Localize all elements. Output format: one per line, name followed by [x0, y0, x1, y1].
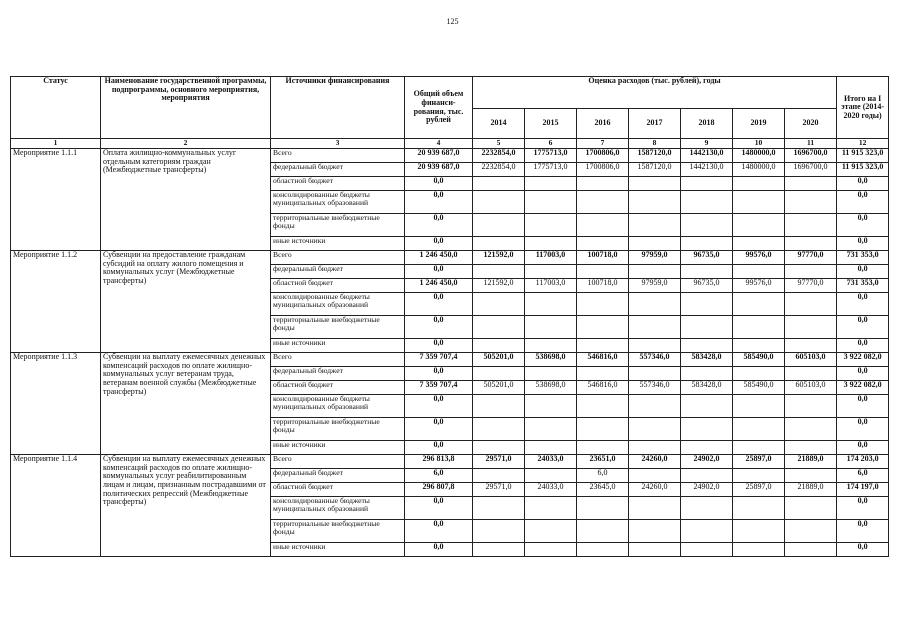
- stage-total: 174 203,0: [837, 455, 889, 469]
- table-header: [11, 77, 889, 139]
- year-value: [473, 265, 525, 279]
- year-value: [785, 497, 837, 520]
- year-value: [473, 339, 525, 353]
- total-volume: 20 939 687,0: [405, 163, 473, 177]
- funding-source: федеральный бюджет: [271, 265, 405, 279]
- measure-status: Мероприятие 1.1.1: [11, 149, 101, 251]
- year-value: 1480000,0: [733, 149, 785, 163]
- year-value: [525, 191, 577, 214]
- year-value: [525, 367, 577, 381]
- year-value: 24033,0: [525, 455, 577, 469]
- funding-source: территориальные внебюджетные фонды: [271, 214, 405, 237]
- year-value: [733, 237, 785, 251]
- year-value: [681, 520, 733, 543]
- total-volume: 0,0: [405, 214, 473, 237]
- funding-source: консолидированные бюджеты муниципальных образований: [271, 497, 405, 520]
- year-value: 24902,0: [681, 455, 733, 469]
- stage-total: 0,0: [837, 214, 889, 237]
- year-value: 1700806,0: [577, 149, 629, 163]
- funding-source: иные источники: [271, 543, 405, 557]
- year-value: 546816,0: [577, 381, 629, 395]
- column-number: 10: [733, 139, 785, 149]
- header-year: 2017: [629, 109, 681, 139]
- year-value: [785, 293, 837, 316]
- year-value: [785, 367, 837, 381]
- column-number: 8: [629, 139, 681, 149]
- year-value: 1587120,0: [629, 163, 681, 177]
- year-value: [629, 316, 681, 339]
- page-number: 125: [446, 17, 459, 26]
- funding-source: иные источники: [271, 339, 405, 353]
- year-value: [473, 237, 525, 251]
- funding-source: консолидированные бюджеты муниципальных образований: [271, 395, 405, 418]
- year-value: 117003,0: [525, 279, 577, 293]
- year-value: [629, 469, 681, 483]
- funding-source: консолидированные бюджеты муниципальных образований: [271, 293, 405, 316]
- year-value: [629, 293, 681, 316]
- year-value: [473, 293, 525, 316]
- year-value: [681, 339, 733, 353]
- year-value: [473, 367, 525, 381]
- year-value: [733, 316, 785, 339]
- year-value: [525, 237, 577, 251]
- funding-source: федеральный бюджет: [271, 469, 405, 483]
- total-volume: 0,0: [405, 367, 473, 381]
- year-value: [525, 395, 577, 418]
- year-value: [681, 265, 733, 279]
- total-volume: 0,0: [405, 441, 473, 455]
- year-value: 23645,0: [577, 483, 629, 497]
- total-volume: 0,0: [405, 497, 473, 520]
- total-volume: 0,0: [405, 191, 473, 214]
- year-value: 97770,0: [785, 251, 837, 265]
- year-value: [785, 418, 837, 441]
- year-value: [525, 316, 577, 339]
- year-value: 24902,0: [681, 483, 733, 497]
- year-value: [577, 441, 629, 455]
- year-value: 605103,0: [785, 353, 837, 367]
- year-value: [629, 177, 681, 191]
- year-value: [577, 177, 629, 191]
- year-value: 121592,0: [473, 251, 525, 265]
- year-value: [525, 543, 577, 557]
- year-value: [525, 339, 577, 353]
- total-volume: 296 813,8: [405, 455, 473, 469]
- year-value: [577, 367, 629, 381]
- measure-status: Мероприятие 1.1.3: [11, 353, 101, 455]
- year-value: [733, 191, 785, 214]
- year-value: 1442130,0: [681, 149, 733, 163]
- year-value: 96735,0: [681, 279, 733, 293]
- year-value: [525, 418, 577, 441]
- stage-total: 6,0: [837, 469, 889, 483]
- funding-source: территориальные внебюджетные фонды: [271, 316, 405, 339]
- table-row: [11, 353, 889, 367]
- year-value: [733, 418, 785, 441]
- year-value: [629, 214, 681, 237]
- column-number: 2: [101, 139, 271, 149]
- total-volume: 20 939 687,0: [405, 149, 473, 163]
- year-value: [681, 214, 733, 237]
- year-value: 1696700,0: [785, 149, 837, 163]
- measure-status: Мероприятие 1.1.4: [11, 455, 101, 557]
- year-value: [577, 418, 629, 441]
- year-value: [473, 177, 525, 191]
- year-value: 21889,0: [785, 455, 837, 469]
- year-value: 583428,0: [681, 381, 733, 395]
- header-status: Статус: [11, 77, 101, 139]
- year-value: [629, 395, 681, 418]
- year-value: [629, 191, 681, 214]
- year-value: [733, 214, 785, 237]
- column-number: 1: [11, 139, 101, 149]
- year-value: 557346,0: [629, 381, 681, 395]
- year-value: [681, 395, 733, 418]
- year-value: [681, 441, 733, 455]
- year-value: 1587120,0: [629, 149, 681, 163]
- year-value: 505201,0: [473, 353, 525, 367]
- year-value: 97959,0: [629, 251, 681, 265]
- table-row: [11, 251, 889, 265]
- header-year: 2015: [525, 109, 577, 139]
- year-value: [629, 237, 681, 251]
- year-value: [577, 293, 629, 316]
- total-volume: 0,0: [405, 265, 473, 279]
- total-volume: 0,0: [405, 293, 473, 316]
- year-value: [785, 265, 837, 279]
- year-value: 605103,0: [785, 381, 837, 395]
- measure-name: Оплата жилищно-коммунальных услуг отдельным категориям граждан (Межбюджетные трансферты): [101, 149, 271, 251]
- funding-source: территориальные внебюджетные фонды: [271, 418, 405, 441]
- year-value: 1442130,0: [681, 163, 733, 177]
- year-value: 25897,0: [733, 483, 785, 497]
- year-value: [577, 237, 629, 251]
- funding-source: иные источники: [271, 441, 405, 455]
- total-volume: 0,0: [405, 339, 473, 353]
- year-value: 96735,0: [681, 251, 733, 265]
- year-value: [785, 520, 837, 543]
- year-value: [525, 469, 577, 483]
- total-volume: 6,0: [405, 469, 473, 483]
- column-number-row: [11, 139, 889, 149]
- stage-total: 3 922 082,0: [837, 353, 889, 367]
- year-value: [785, 469, 837, 483]
- year-value: [733, 293, 785, 316]
- year-value: [577, 316, 629, 339]
- table-row: [11, 149, 889, 163]
- year-value: [629, 339, 681, 353]
- year-value: [577, 543, 629, 557]
- total-volume: 0,0: [405, 395, 473, 418]
- funding-source: областной бюджет: [271, 279, 405, 293]
- year-value: 29571,0: [473, 455, 525, 469]
- year-value: [473, 214, 525, 237]
- year-value: 1696700,0: [785, 163, 837, 177]
- funding-source: Всего: [271, 455, 405, 469]
- year-value: [785, 237, 837, 251]
- stage-total: 11 915 323,0: [837, 149, 889, 163]
- year-value: [785, 214, 837, 237]
- year-value: [525, 293, 577, 316]
- stage-total: 0,0: [837, 265, 889, 279]
- year-value: 585490,0: [733, 381, 785, 395]
- year-value: [733, 469, 785, 483]
- year-value: [785, 395, 837, 418]
- funding-source: федеральный бюджет: [271, 367, 405, 381]
- year-value: [733, 265, 785, 279]
- total-volume: 0,0: [405, 316, 473, 339]
- stage-total: 0,0: [837, 316, 889, 339]
- funding-source: иные источники: [271, 237, 405, 251]
- column-number: 7: [577, 139, 629, 149]
- stage-total: 0,0: [837, 395, 889, 418]
- column-number: 12: [837, 139, 889, 149]
- stage-total: 174 197,0: [837, 483, 889, 497]
- year-value: [629, 418, 681, 441]
- funding-source: Всего: [271, 149, 405, 163]
- year-value: [629, 543, 681, 557]
- funding-source: областной бюджет: [271, 177, 405, 191]
- year-value: 23651,0: [577, 455, 629, 469]
- year-value: [473, 497, 525, 520]
- year-value: [681, 191, 733, 214]
- funding-source: Всего: [271, 251, 405, 265]
- header-name: Наименование государственной программы, подпрограммы, основного мероприятия, мероприятия: [101, 77, 271, 139]
- year-value: [681, 237, 733, 251]
- year-value: 1775713,0: [525, 163, 577, 177]
- funding-source: консолидированные бюджеты муниципальных образований: [271, 191, 405, 214]
- year-value: [629, 367, 681, 381]
- year-value: 6,0: [577, 469, 629, 483]
- year-value: [577, 520, 629, 543]
- total-volume: 0,0: [405, 237, 473, 251]
- year-value: 1480000,0: [733, 163, 785, 177]
- year-value: [525, 497, 577, 520]
- year-value: 21889,0: [785, 483, 837, 497]
- year-value: [733, 520, 785, 543]
- year-value: [681, 418, 733, 441]
- year-value: [473, 395, 525, 418]
- stage-total: 0,0: [837, 543, 889, 557]
- funding-source: областной бюджет: [271, 381, 405, 395]
- year-value: [733, 497, 785, 520]
- stage-total: 3 922 082,0: [837, 381, 889, 395]
- year-value: 1775713,0: [525, 149, 577, 163]
- stage-total: 11 915 323,0: [837, 163, 889, 177]
- year-value: [681, 367, 733, 381]
- year-value: [681, 293, 733, 316]
- year-value: [785, 191, 837, 214]
- year-value: [785, 441, 837, 455]
- year-value: [473, 418, 525, 441]
- measure-name: Субвенции на выплату ежемесячных денежных компенсаций расходов по оплате жилищно-коммунальных услуг реабилитированным лицам и лицам, признанным пострадавшими от политических репрессий (Межбюджетные трансферты): [101, 455, 271, 557]
- year-value: [681, 469, 733, 483]
- year-value: [577, 339, 629, 353]
- year-value: [473, 469, 525, 483]
- budget-table: [10, 76, 889, 557]
- total-volume: 0,0: [405, 543, 473, 557]
- stage-total: 0,0: [837, 177, 889, 191]
- funding-source: федеральный бюджет: [271, 163, 405, 177]
- stage-total: 0,0: [837, 520, 889, 543]
- year-value: 538698,0: [525, 353, 577, 367]
- stage-total: 0,0: [837, 237, 889, 251]
- year-value: 24260,0: [629, 483, 681, 497]
- year-value: 2232854,0: [473, 149, 525, 163]
- table-row: [11, 455, 889, 469]
- total-volume: 1 246 450,0: [405, 279, 473, 293]
- year-value: 1700806,0: [577, 163, 629, 177]
- year-value: 25897,0: [733, 455, 785, 469]
- year-value: [473, 543, 525, 557]
- header-stage-total: Итого на I этапе (2014-2020 годы): [837, 77, 889, 139]
- measure-status: Мероприятие 1.1.2: [11, 251, 101, 353]
- year-value: [733, 543, 785, 557]
- total-volume: 0,0: [405, 520, 473, 543]
- total-volume: 296 807,8: [405, 483, 473, 497]
- header-year: 2020: [785, 109, 837, 139]
- header-source: Источники финансирования: [271, 77, 405, 139]
- year-value: 585490,0: [733, 353, 785, 367]
- year-value: [629, 441, 681, 455]
- stage-total: 731 353,0: [837, 251, 889, 265]
- year-value: 583428,0: [681, 353, 733, 367]
- stage-total: 0,0: [837, 441, 889, 455]
- header-estimate: Оценка расходов (тыс. рублей), годы: [473, 77, 837, 109]
- year-value: [473, 520, 525, 543]
- stage-total: 0,0: [837, 339, 889, 353]
- year-value: [525, 265, 577, 279]
- header-year: 2014: [473, 109, 525, 139]
- year-value: [525, 214, 577, 237]
- header-year: 2019: [733, 109, 785, 139]
- column-number: 9: [681, 139, 733, 149]
- year-value: 100718,0: [577, 279, 629, 293]
- table-body: [11, 139, 889, 557]
- stage-total: 0,0: [837, 418, 889, 441]
- year-value: 97770,0: [785, 279, 837, 293]
- year-value: [785, 316, 837, 339]
- year-value: [629, 497, 681, 520]
- stage-total: 731 353,0: [837, 279, 889, 293]
- year-value: 99576,0: [733, 251, 785, 265]
- column-number: 3: [271, 139, 405, 149]
- year-value: [629, 265, 681, 279]
- year-value: [473, 441, 525, 455]
- year-value: [785, 177, 837, 191]
- year-value: 97959,0: [629, 279, 681, 293]
- year-value: 121592,0: [473, 279, 525, 293]
- year-value: [473, 316, 525, 339]
- year-value: [681, 177, 733, 191]
- stage-total: 0,0: [837, 191, 889, 214]
- year-value: 24260,0: [629, 455, 681, 469]
- total-volume: 7 359 707,4: [405, 381, 473, 395]
- year-value: [577, 395, 629, 418]
- measure-name: Субвенции на предоставление гражданам субсидий на оплату жилого помещения и коммунальных услуг (Межбюджетные трансферты): [101, 251, 271, 353]
- year-value: [525, 177, 577, 191]
- total-volume: 0,0: [405, 418, 473, 441]
- year-value: 2232854,0: [473, 163, 525, 177]
- total-volume: 1 246 450,0: [405, 251, 473, 265]
- year-value: [525, 441, 577, 455]
- header-year: 2016: [577, 109, 629, 139]
- column-number: 4: [405, 139, 473, 149]
- year-value: [525, 520, 577, 543]
- stage-total: 0,0: [837, 367, 889, 381]
- stage-total: 0,0: [837, 293, 889, 316]
- year-value: [733, 367, 785, 381]
- column-number: 11: [785, 139, 837, 149]
- year-value: [577, 214, 629, 237]
- year-value: 24033,0: [525, 483, 577, 497]
- year-value: 100718,0: [577, 251, 629, 265]
- funding-source: областной бюджет: [271, 483, 405, 497]
- year-value: [785, 339, 837, 353]
- year-value: [785, 543, 837, 557]
- year-value: 557346,0: [629, 353, 681, 367]
- year-value: [681, 497, 733, 520]
- year-value: [733, 395, 785, 418]
- year-value: [733, 339, 785, 353]
- year-value: 99576,0: [733, 279, 785, 293]
- column-number: 5: [473, 139, 525, 149]
- stage-total: 0,0: [837, 497, 889, 520]
- year-value: [473, 191, 525, 214]
- total-volume: 0,0: [405, 177, 473, 191]
- measure-name: Субвенции на выплату ежемесячных денежных компенсаций расходов по оплате жилищно-коммунальных услуг ветеранам труда, ветеранам военной службы (Межбюджетные трансферты): [101, 353, 271, 455]
- year-value: [681, 316, 733, 339]
- year-value: 505201,0: [473, 381, 525, 395]
- column-number: 6: [525, 139, 577, 149]
- year-value: 538698,0: [525, 381, 577, 395]
- year-value: 117003,0: [525, 251, 577, 265]
- year-value: 546816,0: [577, 353, 629, 367]
- year-value: [577, 497, 629, 520]
- year-value: [733, 441, 785, 455]
- year-value: [577, 191, 629, 214]
- year-value: [577, 265, 629, 279]
- year-value: [733, 177, 785, 191]
- funding-source: территориальные внебюджетные фонды: [271, 520, 405, 543]
- funding-source: Всего: [271, 353, 405, 367]
- year-value: [681, 543, 733, 557]
- total-volume: 7 359 707,4: [405, 353, 473, 367]
- year-value: 29571,0: [473, 483, 525, 497]
- year-value: [629, 520, 681, 543]
- header-year: 2018: [681, 109, 733, 139]
- header-total-volume: Общий объем финанси-рования, тыс. рублей: [405, 77, 473, 139]
